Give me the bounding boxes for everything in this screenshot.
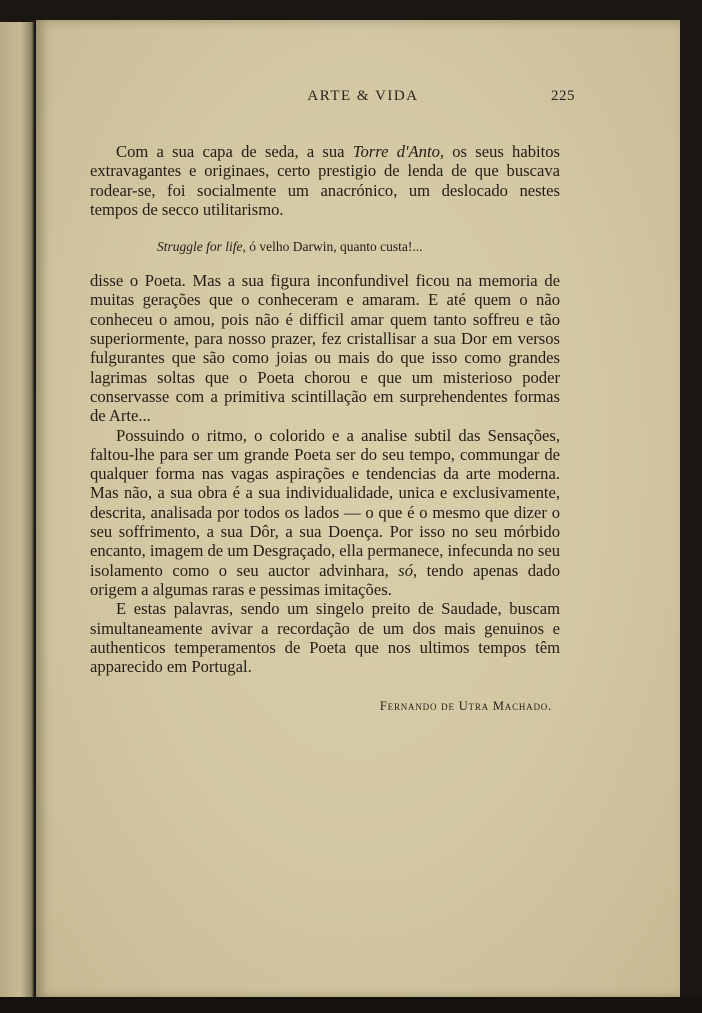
epigraph-italic: Struggle for life, [157,239,246,255]
facing-page-edge [0,22,34,997]
paragraph-1-title-italic: Torre d'Anto, [352,142,445,161]
running-title: ARTE & VIDA [307,88,419,104]
scan-border [0,997,702,1013]
author-signature: Fernando de Utra Machado. [379,699,552,714]
paragraph-3-text-a: Possuindo o ritmo, o colorido e a analise subtil das Sensações, faltou-lhe para ser um grande Poeta ser do seu tempo, commungar de qualquer forma nas vagas aspirações e tendencias da arte moderna. Mas não, a sua obra é a sua individualidade, unica e exclusivamente, descrita, analisada por todos os lados — o que é o mesmo que dizer o seu soffrimento, a sua Dôr, a sua Doença. Por isso no seu mórbido encanto, imagem de um Desgraçado, ella permanece, infecunda no seu isolamento como o seu auctor advinhara, [90,425,560,580]
paragraph-3 [90,426,560,600]
paragraph-4: E estas palavras, sendo um singelo preito de Saudade, buscam simultaneamente avivar a recordação de um dos mais genuinos e authenticos temperamentos de Poeta que nos ultimos tempos têm apparecido em Portugal. [90,599,560,677]
paragraph-3-italic: só, [398,560,418,580]
paragraph-3-text-b: tendo apenas dado origem a algumas raras e pessimas imitações. [90,560,560,599]
page-header [36,88,680,108]
paragraph-1-text-a: Com a sua capa de seda, a sua [116,142,353,161]
page-number: 225 [551,88,575,104]
paragraph-1 [90,142,560,219]
paragraph-1-text-b: os seus habitos extravagantes e originaes, certo prestigio de lenda de que buscava rodear-se, foi socialmente um anacrónico, um deslocado nestes tempos de secco utilitarismo. [90,142,560,219]
paragraph-2: disse o Poeta. Mas a sua figura inconfundivel ficou na memoria de muitas gerações que o conheceram e amaram. E até quem o não conheceu o amou, pois não é difficil amar quem tanto soffreu e tão superiormente, para nosso prazer, fez cristallisar a sua Dor em versos fulgurantes que são como joias ou mais do que isso como grandes lagrimas soltas que o Poeta chorou e que um misterioso poder conservasse com a primitiva scintillação em surprehendentes formas de Arte... [90,271,560,426]
epigraph-text: ó velho Darwin, quanto custa!... [245,239,423,255]
book-page [36,20,680,998]
epigraph [90,237,560,256]
article-body [90,142,560,717]
